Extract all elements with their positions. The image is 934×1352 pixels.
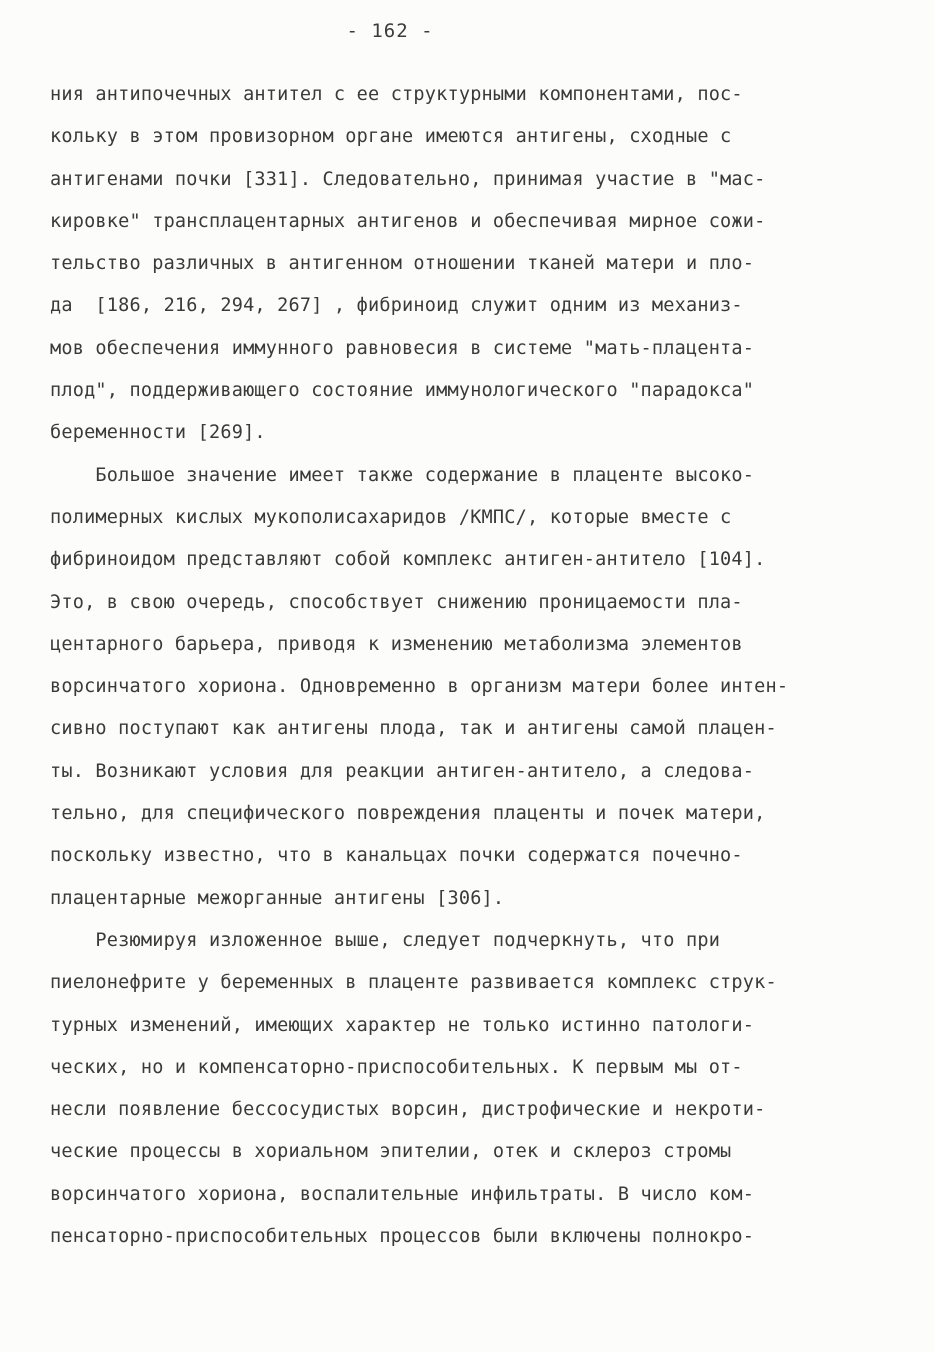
text-line: да [186, 216, 294, 267] , фибриноид служит одним из механиз- <box>50 295 743 317</box>
text-line: центарного барьера, приводя к изменению метаболизма элементов <box>50 633 743 655</box>
text-line: ческих, но и компенсаторно-приспособительных. К первым мы от- <box>50 1056 743 1078</box>
body-text <box>50 74 900 1258</box>
text-line: полимерных кислых мукополисахаридов /КМПС/, которые вместе с <box>50 506 732 528</box>
text-line: поскольку известно, что в канальцах почки содержатся почечно- <box>50 845 743 867</box>
text-line: тельно, для специфического повреждения плаценты и почек матери, <box>50 803 766 825</box>
text-line: мов обеспечения иммунного равновесия в системе "мать-плацента- <box>50 337 755 359</box>
text-line: беременности [269]. <box>50 422 266 444</box>
text-line: кольку в этом провизорном органе имеются антигены, сходные с <box>50 126 732 148</box>
text-line: ворсинчатого хориона, воспалительные инфильтраты. В число ком- <box>50 1183 755 1205</box>
text-line: ческие процессы в хориальном эпителии, отек и склероз стромы <box>50 1141 732 1163</box>
text-line: плод", поддерживающего состояние иммунологического "парадокса" <box>50 380 755 402</box>
text-line: ния антипочечных антител с ее структурными компонентами, пос- <box>50 84 743 105</box>
text-line: несли появление бессосудистых ворсин, дистрофические и некроти- <box>50 1099 766 1121</box>
text-line: ты. Возникают условия для реакции антиген-антитело, а следова- <box>50 760 755 782</box>
text-line: плацентарные межорганные антигены [306]. <box>50 887 505 909</box>
text-line: Это, в свою очередь, способствует снижению проницаемости пла- <box>50 591 743 613</box>
text-line: пенсаторно-приспособительных процессов были включены полнокро- <box>50 1226 755 1248</box>
text-line: тельство различных в антигенном отношении тканей матери и пло- <box>50 253 755 275</box>
text-line: турных изменений, имеющих характер не только истинно патологи- <box>50 1014 755 1036</box>
text-line: пиелонефрите у беременных в плаценте развивается комплекс струк- <box>50 972 777 994</box>
text-line: Резюмируя изложенное выше, следует подчеркнуть, что при <box>50 929 721 951</box>
text-line: кировке" трансплацентарных антигенов и обеспечивая мирное сожи- <box>50 210 766 232</box>
text-line: ворсинчатого хориона. Одновременно в организм матери более интен- <box>50 676 789 698</box>
text-line: сивно поступают как антигены плода, так и антигены самой плацен- <box>50 718 777 740</box>
text-line: фибриноидом представляют собой комплекс антиген-антитело [104]. <box>50 549 766 571</box>
text-line: Большое значение имеет также содержание в плаценте высоко- <box>50 464 755 486</box>
page-number: - 162 - <box>346 20 434 42</box>
text-line: антигенами почки [331]. Следовательно, принимая участие в "мас- <box>50 168 766 190</box>
